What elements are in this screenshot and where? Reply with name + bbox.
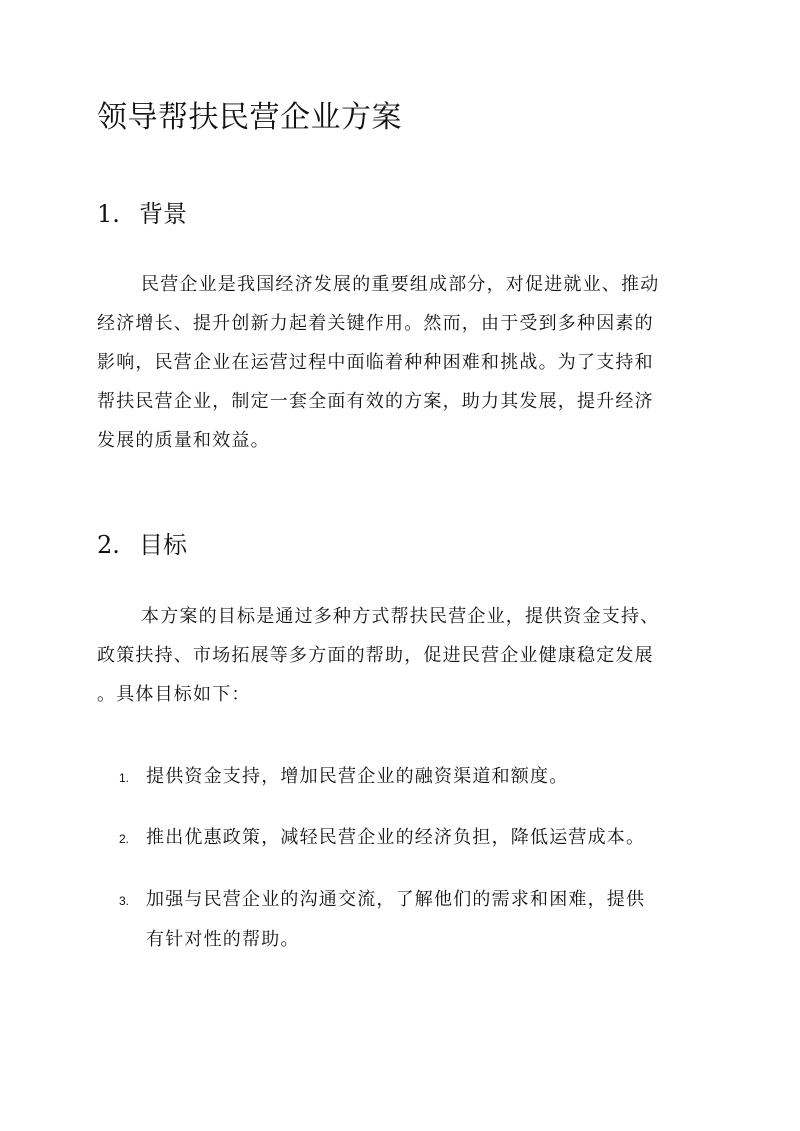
list-marker: 1. (119, 771, 130, 785)
list-item-text (146, 757, 706, 797)
section-number: 2. (97, 531, 120, 559)
paragraph-line: 发展的质量和效益。 (97, 430, 270, 451)
paragraph-line: 政策扶持、市场拓展等多方面的帮助，促进民营企业健康稳定发展 (97, 645, 654, 666)
list-item-text (146, 880, 706, 960)
section-heading-goals (97, 528, 187, 562)
paragraph-line: 经济增长、提升创新力起着关键作用。然而，由于受到多种因素的 (97, 313, 654, 334)
paragraph-line: 帮扶民营企业，制定一套全面有效的方案，助力其发展，提升经济 (97, 391, 654, 412)
section-number: 1. (97, 200, 120, 228)
section-title: 目标 (139, 531, 187, 559)
section-title: 背景 (139, 200, 187, 228)
list-item-text (146, 818, 706, 858)
paragraph-line: 。具体目标如下： (97, 684, 251, 705)
list-marker: 2. (119, 832, 130, 846)
list-item-line: 加强与民营企业的沟通交流，了解他们的需求和困难，提供 (146, 889, 646, 910)
goals-paragraph (97, 597, 707, 714)
paragraph-line: 民营企业是我国经济发展的重要组成部分，对促进就业、推动 (141, 274, 660, 295)
paragraph-line: 本方案的目标是通过多种方式帮扶民营企业，提供资金支持、 (141, 606, 660, 627)
paragraph-line: 影响，民营企业在运营过程中面临着种种困难和挑战。为了支持和 (97, 352, 654, 373)
section-heading-background (97, 197, 187, 231)
list-marker: 3. (119, 894, 130, 908)
list-item-line: 提供资金支持，增加民营企业的融资渠道和额度。 (146, 766, 569, 787)
list-item-line: 推出优惠政策，减轻民营企业的经济负担，降低运营成本。 (146, 827, 646, 848)
background-paragraph (97, 265, 707, 460)
document-title: 领导帮扶民营企业方案 (97, 100, 402, 135)
list-item-line: 有针对性的帮助。 (146, 929, 300, 950)
